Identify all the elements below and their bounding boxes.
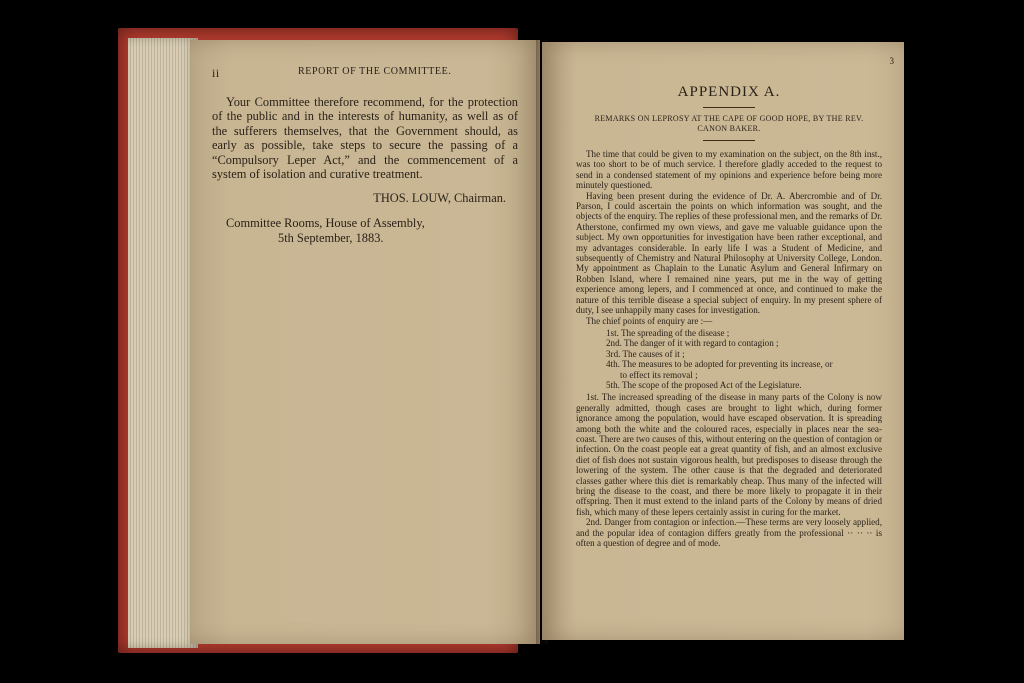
paragraph-1: The time that could be given to my examination on the subject, on the 8th inst., was too short to be of much service. I therefore gladly acceded to the request to send in a condensed statement of my opinions and experience before being more minutely questioned. [576, 149, 882, 191]
page-edges [128, 38, 198, 648]
paragraph-4: 2nd. Danger from contagion or infection.—These terms are very loosely applied, and the popular idea of contagion differs greatly from the professional ·· ·· ·· is often a question of degree and of mode. [576, 517, 882, 549]
appendix-subtitle: REMARKS ON LEPROSY AT THE CAPE OF GOOD HOPE, BY THE REV. CANON BAKER. [594, 114, 864, 133]
list-item: 2nd. The danger of it with regard to contagion ; [606, 338, 779, 349]
date-line: 5th September, 1883. [278, 231, 384, 246]
running-header [212, 66, 518, 81]
enquiry-list [606, 328, 882, 390]
list-item: 4th. The measures to be adopted for preventing its increase, or [606, 359, 833, 370]
title-rule [703, 107, 755, 108]
page-number: 3 [889, 56, 894, 66]
paragraph-3: 1st. The increased spreading of the disease in many parts of the Colony is now generally admitted, though cases are brought to light which, during former ignorance among the population, would have escaped observation. It is spreading among both the white and the coloured races, especially in places near the sea-coast. There are two causes of this, without entering on the question of contagion or infection. On the coast people eat a great quantity of fish, and an almost exclusive diet of fish does not sustain vigorous health, but predisposes to disease through the lowering of the system. The other cause is that the degraded and deteriorated classes gather where this diet is remarkably cheap. Thus many of the infected will bring the disease to the coast, and there be more likely to propagate it in their offspring. Then it must extend to the inland parts of the Colony by means of dried fish, which many of these lepers certainly assist in curing for the market. [576, 392, 882, 517]
list-item: 1st. The spreading of the disease ; [606, 327, 730, 338]
place-line: Committee Rooms, House of Assembly, [226, 216, 425, 231]
running-head-title: REPORT OF THE COMMITTEE. [298, 66, 452, 77]
appendix-title: APPENDIX A. [677, 84, 781, 100]
place-date [226, 216, 518, 246]
list-item: to effect its removal ; [620, 369, 698, 380]
page-number: ii [212, 66, 220, 80]
right-page [542, 42, 904, 640]
paragraph-2: Having been present during the evidence of Dr. A. Abercrombie and of Dr. Parson, I could ascertain the points on which information was sought, and the objects of the enquiry. The replies of these professional men, and the remarks of Dr. Atherstone, confirmed my own views, and gave me valuable guidance upon the subject. My own opportunities for investigation have been rather exceptional, and my advantages considerable. In early life I was a Student of Medicine, and subsequently of Chemistry and Natural Philosophy at University College, London. My appointment as Chaplain to the Lunatic Asylum and General Infirmary on Robben Island, where I remained nine years, put me in the way of getting experience among lepers, and I commenced at once, and continued to make the nature of this terrible disease a special subject of enquiry. In my present sphere of duty, I see unhappily many cases for investigation. [576, 190, 882, 316]
list-intro: The chief points of enquiry are :— [586, 315, 713, 326]
recommendation-paragraph: Your Committee therefore recommend, for the protection of the public and in the interests of humanity, as well as of the sufferers themselves, that the Government should, as early as possible, take steps to secure the passing of a “Compulsory Leper Act,” and the commencement of a system of isolation and curative treatment. [212, 95, 518, 182]
list-item: 5th. The scope of the proposed Act of the Legislature. [606, 379, 802, 390]
left-page [190, 40, 540, 644]
chairman-signature: THOS. LOUW, Chairman. [373, 191, 506, 206]
subtitle-rule [703, 140, 755, 141]
list-item: 3rd. The causes of it ; [606, 348, 685, 359]
